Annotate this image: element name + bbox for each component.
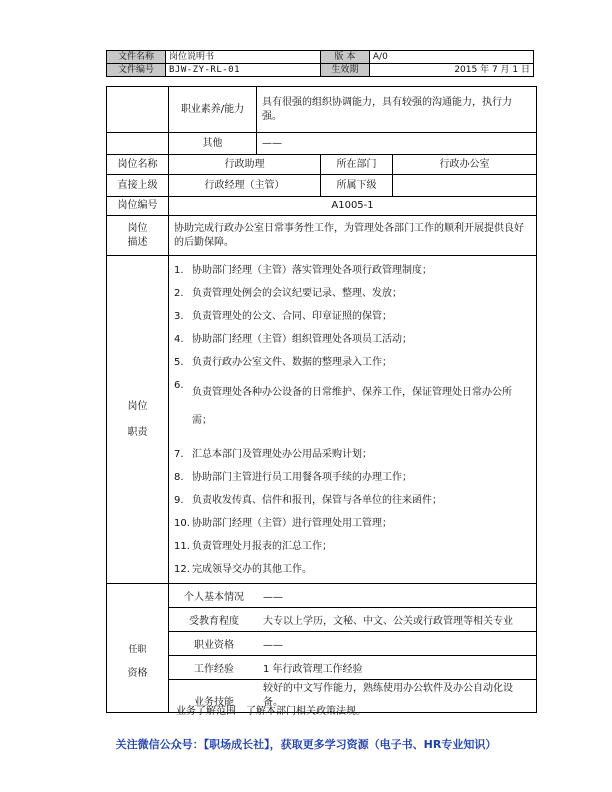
qualification-key: 个人基本情况 — [169, 584, 259, 608]
effective-date: 2015 年 7 月 1 日 — [369, 64, 533, 77]
dept-label: 所在部门 — [321, 155, 393, 175]
qualification-label — [107, 584, 169, 713]
qualification-row — [169, 632, 536, 656]
duty-item: 5. 负责行政办公室文件、数据的整理录入工作； — [174, 357, 392, 368]
subordinate-label: 所属下级 — [321, 175, 393, 197]
dept-value: 行政办公室 — [393, 155, 537, 175]
qualification-key: 业务技能 — [194, 697, 234, 708]
duty-item: 2. 负责管理处例会的会议纪要记录、整理、发放； — [174, 288, 402, 299]
duty-item: 12. 完成领导交办的其他工作。 — [174, 564, 312, 575]
wechat-promo-footer: 关注微信公众号：【职场成长社】，获取更多学习资源（电子书、HR专业知识） — [115, 738, 497, 751]
qualification-key: 工作经验 — [169, 656, 259, 680]
duty-item: 10. 协助部门经理（主管）进行管理处用工管理； — [174, 518, 392, 529]
version-value: A/0 — [369, 51, 533, 64]
code-label: 岗位编号 — [107, 197, 169, 216]
duty-item: 9. 负责收发传真、信件和报刊，保管与各单位的往来函件； — [174, 495, 442, 506]
competency-label: 职业素养/能力 — [169, 87, 257, 133]
version-label: 版 本 — [320, 51, 369, 64]
doc-no: BJW-ZY-RL-01 — [166, 64, 321, 77]
duty-item: 4. 协助部门经理（主管）组织管理处各项员工活动； — [174, 334, 412, 345]
qualification-value: 较好的中文写作能力，熟练使用办公软件及办公自动化设备。 — [263, 683, 513, 708]
effective-label: 生效期 — [320, 64, 369, 77]
superior-value: 行政经理（主管） — [169, 175, 321, 197]
business-scope-value: 了解本部门相关政策法规。 — [246, 706, 366, 717]
job-description-table — [106, 86, 537, 713]
duty-item: 3. 负责管理处的公文、合同、印章证照的保管； — [174, 311, 392, 322]
qualification-key: 受教育程度 — [169, 608, 259, 632]
business-scope-line — [176, 702, 366, 717]
qualification-row — [169, 608, 536, 632]
competency-value: 具有很强的组织协调能力，具有较强的沟通能力，执行力强。 — [257, 87, 537, 133]
description-text: 协助完成行政办公室日常事务性工作，为管理处各部门工作的顺利开展提供良好的后勤保障。 — [169, 216, 537, 256]
description-label-line2: 描述 — [127, 236, 148, 248]
qualification-cell — [169, 584, 537, 713]
position-label: 岗位名称 — [107, 155, 169, 175]
qualification-table — [169, 584, 536, 712]
duty-item: 11. 负责管理处月报表的汇总工作； — [174, 541, 332, 552]
other-label: 其他 — [169, 133, 257, 155]
description-label — [107, 216, 169, 256]
duties-label-line2: 职责 — [127, 426, 148, 438]
subordinate-value — [393, 175, 537, 197]
doc-name-label: 文件名称 — [107, 51, 166, 64]
qualification-label-line2: 资格 — [127, 668, 148, 679]
qualification-key: 职业资格 — [169, 632, 259, 656]
duties-label — [107, 256, 169, 584]
blank-cell — [107, 87, 169, 133]
doc-no-label: 文件编号 — [107, 64, 166, 77]
description-label-line1: 岗位 — [127, 222, 148, 234]
qualification-value: 1 年行政管理工作经验 — [259, 656, 536, 680]
blank-cell — [107, 133, 169, 155]
qualification-value: 大专以上学历，文秘、中文、公关或行政管理等相关专业 — [259, 608, 536, 632]
qualification-row — [169, 656, 536, 680]
business-scope-key: 业务了解范围 — [176, 706, 236, 717]
qualification-row — [169, 584, 536, 608]
code-value: A1005-1 — [169, 197, 537, 216]
superior-label: 直接上级 — [107, 175, 169, 197]
other-value: —— — [257, 133, 537, 155]
duty-item: 1. 协助部门经理（主管）落实管理处各项行政管理制度； — [174, 265, 432, 276]
position-value: 行政助理 — [169, 155, 321, 175]
duty-item: 6. 负责管理处各种办公设备的日常维护、保养工作，保证管理处日常办公所需； — [174, 380, 512, 426]
duties-list — [174, 258, 531, 581]
duties-cell — [169, 256, 537, 584]
duty-item: 7. 汇总本部门及管理处办公用品采购计划； — [174, 449, 372, 460]
qualification-label-line1: 任职 — [128, 645, 147, 655]
document-header — [106, 50, 534, 77]
doc-name: 岗位说明书 — [166, 51, 321, 64]
qualification-value: —— — [259, 584, 536, 608]
duty-item: 8. 协助部门主管进行员工用餐各项手续的办理工作； — [174, 472, 412, 483]
qualification-value: —— — [259, 632, 536, 656]
duties-label-line1: 岗位 — [127, 400, 148, 412]
